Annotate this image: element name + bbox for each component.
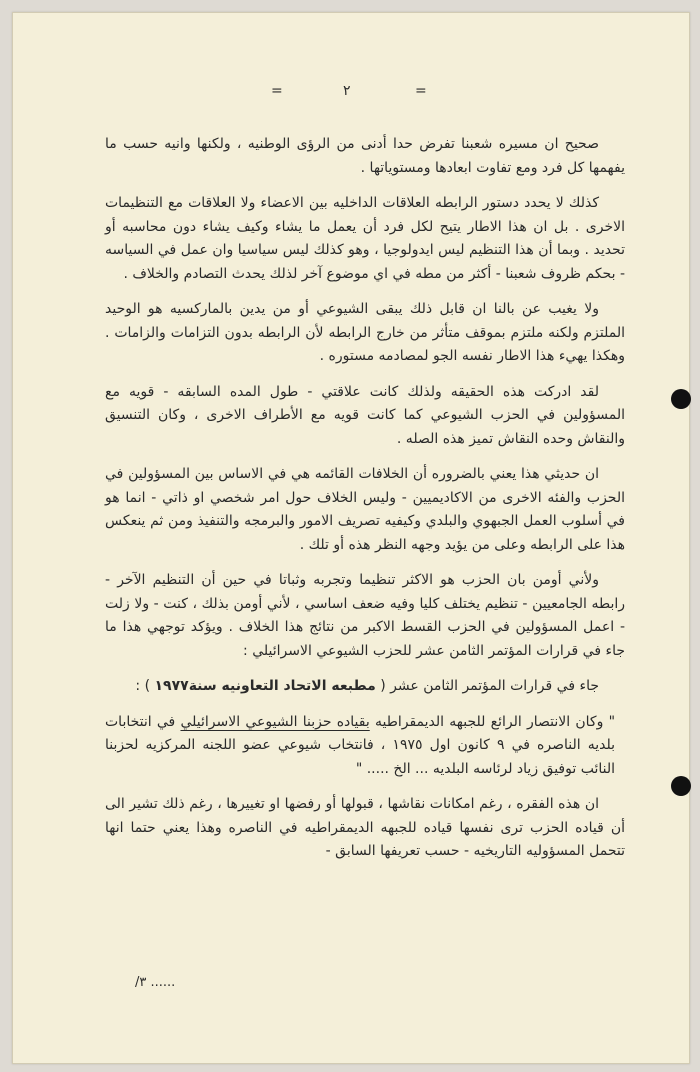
punch-hole-top: [671, 389, 691, 409]
paragraph-2: كذلك لا يحدد دستور الرابطه العلاقات الداخليه بين الاعضاء ولا العلاقات مع التنظيمات الاخرى . بل ان هذا الاطار يتيح لكل فرد أن يعمل ما يشاء وكيف يشاء دون محاسبه أو تحديد . وبما أن هذا التنظيم ليس ايدولوجيا ، وهو كذلك ليس سياسيا وان عمل في السياسه - بحكم ظروف شعبنا - أكثر من مطه في اي موضوع آخر لذلك يحدث التصادم والخلاف .: [105, 195, 625, 282]
document-body: [105, 133, 625, 876]
paragraph-8: ان هذه الفقره ، رغم امكانات نقاشها ، قبولها أو رفضها او تغييرها ، رغم ذلك تشير الى أن قياده الحزب ترى نفسها قياده للجبهه الديمقراطيه في الناصره وهذا يعني حتما انها تتحمل المسؤوليه التاريخيه - حسب تعريفها السابق -: [105, 796, 625, 859]
paragraph-7: [105, 675, 625, 699]
paragraph-6: ولأني أومن بان الحزب هو الاكثر تنظيما وتجربه وثباتا في حين أن التنظيم الآخر - رابطه الجامعيين - تنظيم يختلف كليا وفيه ضعف اساسي ، لأني أومن بذلك ، كنت - ولا زلت - اعمل المسؤولين في الحزب القسط الاكبر من نتائج هذا الخلاف . ويؤكد توجهي هذا ما جاء في قرارات المؤتمر الثامن عشر للحزب الشيوعي الاسرائيلي :: [105, 572, 625, 659]
paragraph-5: [105, 463, 625, 557]
paragraph-3: ولا يغيب عن بالنا ان قابل ذلك يبقى الشيوعي أو من يدين بالماركسيه هو الوحيد الملتزم ولكنه ملتزم بموقف متأثر من خارج الرابطه لأن الرابطه بدون التزامات والزامات . وهكذا يهيء هذا الاطار نفسه الجو لمصادمه مستوره .: [105, 301, 625, 364]
header-right-mark: =: [415, 83, 427, 99]
paragraph-4: لقد ادركت هذه الحقيقه ولذلك كانت علاقتي - طول المده السابقه - قويه مع المسؤولين في الحزب الشيوعي كما كانت قويه مع الأطراف الاخرى ، وكان التنسيق والنقاش وحده النقاش تميز هذه الصله .: [105, 383, 625, 447]
paragraph-5-rest: بالضروره أن الخلافات القائمه هي في الاساس بين المسؤولين في الحزب والفئه الاخرى من الاكاديميين - وليس الخلاف حول امر شخصي او ذاتي - انما هو في أسلوب العمل الجبهوي والبلدي وكيفيه تصريف الامور والبرمجه والتنفيذ ومن ثم ينعكس هذا على الرابطه وعلى من يؤيد وجهه النظر هذه أو تلك .: [105, 466, 625, 553]
punch-hole-bottom: [671, 776, 691, 796]
page-number: ٢: [343, 83, 351, 99]
header-left-mark: =: [271, 83, 283, 99]
paragraph-7-end: ) :: [135, 678, 155, 694]
paragraph-7-start: جاء في قرارات المؤتمر الثامن عشر (: [375, 678, 599, 694]
paragraph-5-start: ان حديثي هذا: [520, 466, 599, 482]
continuation-marker: /٣ ......: [135, 975, 176, 990]
quote-underlined-text: بقياده حزبنا الشيوعي الاسرائيلي: [180, 713, 370, 730]
quoted-resolution: [105, 711, 625, 782]
paragraph-1: صحيح ان مسيره شعبنا تفرض حدا أدنى من الرؤى الوطنيه ، ولكنها وانيه حسب ما يفهمها كل فرد ومع تفاوت ابعادها ومستوياتها .: [105, 136, 625, 176]
quote-start: " وكان الانتصار الرائع للجبهه الديمقراطيه: [369, 713, 616, 730]
handwritten-insert: يعني: [489, 466, 517, 482]
publisher-citation: مطبعه الاتحاد التعاونيه سنة١٩٧٧: [154, 678, 376, 694]
page-header: [13, 83, 689, 103]
document-page: [12, 12, 690, 1064]
quote-end: في انتخابات بلديه الناصره في ٩ كانون اول ١٩٧٥ ، فانتخاب شيوعي عضو اللجنه المركزيه لحزبنا النائب توفيق زياد لرئاسه البلديه ... الخ ..... ": [105, 713, 616, 777]
